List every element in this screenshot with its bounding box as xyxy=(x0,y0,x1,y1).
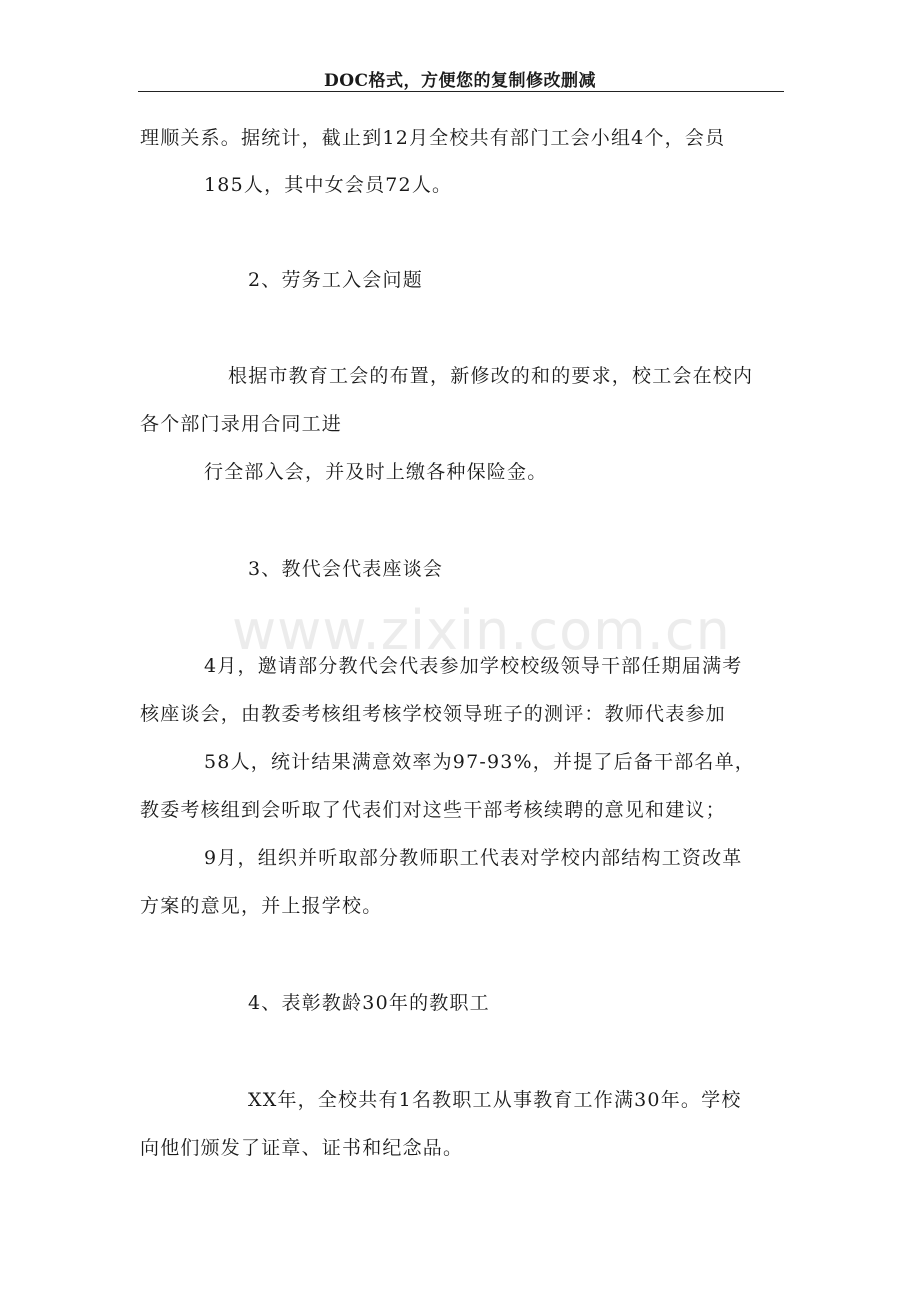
section-heading: 2、劳务工入会问题 xyxy=(248,269,423,291)
text-line: 向他们颁发了证章、证书和纪念品。 xyxy=(140,1137,464,1159)
text-line: 理顺关系。据统计，截止到12月全校共有部门工会小组4个，会员 xyxy=(140,127,726,149)
text-line: 方案的意见，并上报学校。 xyxy=(140,895,383,917)
text-line: XX年，全校共有1名教职工从事教育工作满30年。学校 xyxy=(248,1089,742,1111)
text-line: 行全部入会，并及时上缴各种保险金。 xyxy=(204,461,548,483)
header-divider xyxy=(138,91,784,92)
text-line: 教委考核组到会听取了代表们对这些干部考核续聘的意见和建议； xyxy=(140,799,726,821)
text-line: 各个部门录用合同工进 xyxy=(140,413,343,435)
section-heading: 3、教代会代表座谈会 xyxy=(248,558,444,580)
text-line: 58人，统计结果满意效率为97-93%，并提了后备干部名单， xyxy=(204,751,756,773)
text-line: 核座谈会，由教委考核组考核学校领导班子的测评：教师代表参加 xyxy=(140,703,726,725)
text-line: 4月，邀请部分教代会代表参加学校校级领导干部任期届满考 xyxy=(204,655,743,677)
text-line: 根据市教育工会的布置，新修改的和的要求，校工会在校内 xyxy=(228,365,754,387)
watermark: www.zixin.com.cn xyxy=(232,599,731,662)
text-line: 9月，组织并听取部分教师职工代表对学校内部结构工资改革 xyxy=(204,847,743,869)
page-header-title: DOC格式，方便您的复制修改删减 xyxy=(323,71,597,91)
section-heading: 4、表彰教龄30年的教职工 xyxy=(248,992,490,1014)
text-line: 185人，其中女会员72人。 xyxy=(204,174,453,196)
